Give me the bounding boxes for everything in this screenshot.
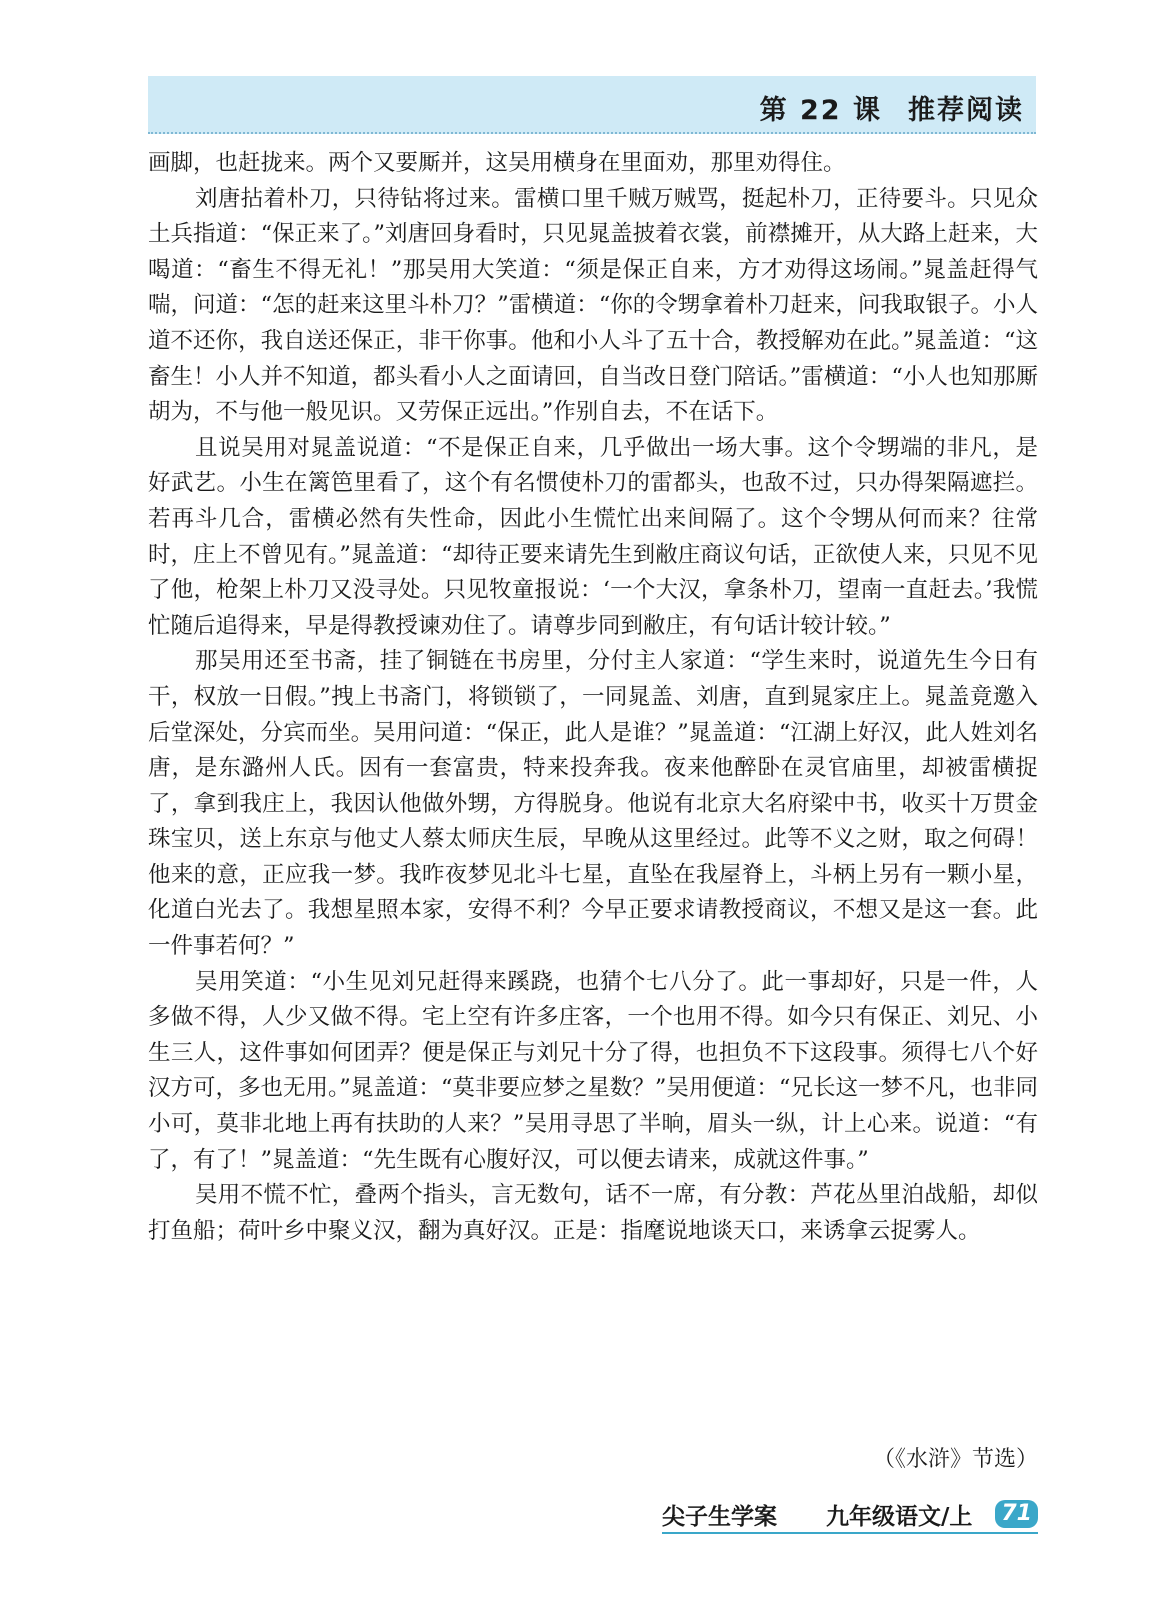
lesson-number: 第 22 课 [759, 95, 882, 126]
footer-brand: 尖子生学案 [662, 1504, 777, 1530]
paragraph: 且说吴用对晁盖说道：“不是保正自来，几乎做出一场大事。这个令甥端的非凡，是好武艺。小生在篱笆里看了，这个有名惯使朴刀的雷都头，也敌不过，只办得架隔遮拦。若再斗几合，雷横必然有失性命，因此小生慌忙出来间隔了。这个令甥从何而来？往常时，庄上不曾见有。”晁盖道：“却待正要来请先生到敝庄商议句话，正欲使人来，只见不见了他，枪架上朴刀又没寻处。只见牧童报说：‘一个大汉，拿条朴刀，望南一直赶去。’我慌忙随后追得来，早是得教授谏劝住了。请尊步同到敝庄，有句话计较计较。” [148, 434, 1038, 639]
paragraph: 吴用不慌不忙，叠两个指头，言无数句，话不一席，有分教：芦花丛里泊战船，却似打鱼船；荷叶乡中聚义汉，翻为真好汉。正是：指麾说地谈天口，来诱拿云捉雾人。 [148, 1182, 1038, 1244]
paragraph-continued: 画脚，也赶拢来。两个又要厮并，这吴用横身在里面劝，那里劝得住。 [148, 150, 846, 176]
header-title [760, 88, 1024, 127]
paragraph: 吴用笑道：“小生见刘兄赶得来蹊跷，也猜个七八分了。此一事却好，只是一件，人多做不得，人少又做不得。宅上空有许多庄客，一个也用不得。如今只有保正、刘兄、小生三人，这件事如何团弄？便是保正与刘兄十分了得，也担负不下这段事。须得七八个好汉方可，多也无用。”晁盖道：“莫非要应梦之星数？”吴用便道：“兄长这一梦不凡，也非同小可，莫非北地上再有扶助的人来？”吴用寻思了半晌，眉头一纵，计上心来。说道：“有了，有了！”晁盖道：“先生既有心腹好汉，可以便去请来，成就这件事。” [148, 968, 1038, 1173]
page-footer [662, 1498, 1038, 1534]
header-band [148, 76, 1036, 134]
paragraph: 刘唐拈着朴刀，只待钻将过来。雷横口里千贼万贼骂，挺起朴刀，正待要斗。只见众土兵指道：“保正来了。”刘唐回身看时，只见晁盖披着衣裳，前襟摊开，从大路上赶来，大喝道：“畜生不得无礼！”那吴用大笑道：“须是保正自来，方才劝得这场闹。”晁盖赶得气喘，问道：“怎的赶来这里斗朴刀？”雷横道：“你的令甥拿着朴刀赶来，问我取银子。小人道不还你，我自送还保正，非干你事。他和小人斗了五十合，教授解劝在此。”晁盖道：“这畜生！小人并不知道，都头看小人之面请回，自当改日登门陪话。”雷横道：“小人也知那厮胡为，不与他一般见识。又劳保正远出。”作别自去，不在话下。 [148, 185, 1038, 426]
section-title: 推荐阅读 [908, 95, 1024, 126]
article-body [148, 146, 1038, 1249]
source-citation: （《水浒》节选） [872, 1447, 1038, 1472]
paragraph: 那吴用还至书斋，挂了铜链在书房里，分付主人家道：“学生来时，说道先生今日有干，权放一日假。”拽上书斋门，将锁锁了，一同晁盖、刘唐，直到晁家庄上。晁盖竟邀入后堂深处，分宾而坐。吴用问道：“保正，此人是谁？”晁盖道：“江湖上好汉，此人姓刘名唐，是东潞州人氏。因有一套富贵，特来投奔我。夜来他醉卧在灵官庙里，却被雷横捉了，拿到我庄上，我因认他做外甥，方得脱身。他说有北京大名府梁中书，收买十万贯金珠宝贝，送上东京与他丈人蔡太师庆生辰，早晚从这里经过。此等不义之财，取之何碍！他来的意，正应我一梦。我昨夜梦见北斗七星，直坠在我屋脊上，斗柄上另有一颗小星，化道白光去了。我想星照本家，安得不利？今早正要求请教授商议，不想又是这一套。此一件事若何？” [148, 648, 1038, 960]
page-number-badge: 71 [995, 1500, 1038, 1528]
footer-subject: 九年级语文/上 [826, 1504, 973, 1530]
